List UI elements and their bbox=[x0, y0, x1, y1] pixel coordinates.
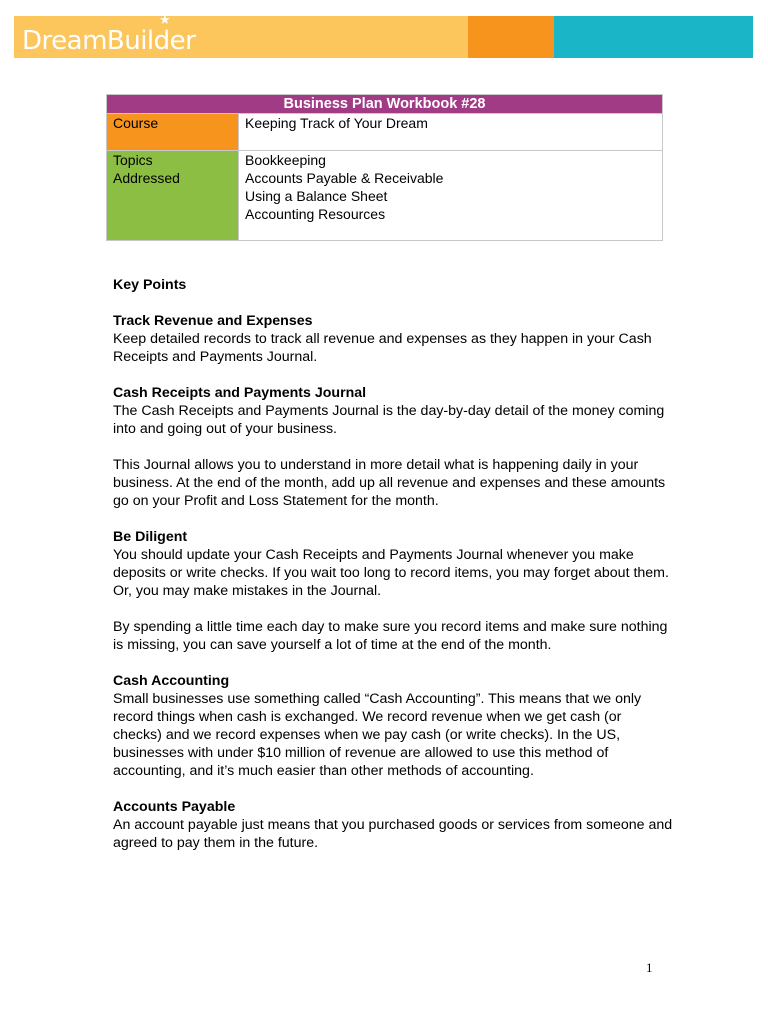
section-accounts-payable bbox=[113, 798, 673, 852]
topic-item: Bookkeeping bbox=[245, 152, 326, 168]
section-be-diligent bbox=[113, 528, 673, 654]
section-paragraph: An account payable just means that you purchased goods or services from someone and agreed to pay them in the future. bbox=[113, 817, 673, 851]
section-heading: Cash Accounting bbox=[113, 673, 230, 689]
topics-label-line: Addressed bbox=[113, 170, 180, 186]
star-icon: ★ bbox=[159, 13, 171, 28]
section-paragraph: You should update your Cash Receipts and Payments Journal whenever you make deposits or write checks. If you wait too long to record items, you may forget about them. Or, you may make mistakes in the Journal. bbox=[113, 547, 669, 599]
topic-item: Accounting Resources bbox=[245, 206, 386, 222]
section-heading: Cash Receipts and Payments Journal bbox=[113, 385, 367, 401]
section-paragraph: This Journal allows you to understand in more detail what is happening daily in your business. At the end of the month, add up all revenue and expenses and these amounts go on your Profit and Loss Statement for the month. bbox=[113, 457, 666, 509]
topic-item: Using a Balance Sheet bbox=[245, 188, 388, 204]
workbook-info-table bbox=[106, 94, 663, 241]
section-cash-accounting bbox=[113, 672, 673, 780]
page-number: 1 bbox=[646, 960, 653, 975]
section-paragraph: The Cash Receipts and Payments Journal is the day-by-day detail of the money coming into and going out of your business. bbox=[113, 403, 665, 437]
section-track-revenue bbox=[113, 312, 673, 366]
course-value: Keeping Track of Your Dream bbox=[239, 114, 663, 151]
banner-teal-segment bbox=[554, 16, 753, 58]
section-paragraph: By spending a little time each day to make sure you record items and make sure nothing is missing, you can save yourself a lot of time at the end of the month. bbox=[113, 619, 668, 653]
topic-item: Accounts Payable & Receivable bbox=[245, 170, 444, 186]
course-label: Course bbox=[107, 114, 239, 151]
section-cash-journal bbox=[113, 384, 673, 510]
section-heading: Accounts Payable bbox=[113, 799, 236, 815]
banner-yellow-segment bbox=[14, 13, 468, 58]
key-points-block bbox=[113, 276, 673, 294]
section-heading: Track Revenue and Expenses bbox=[113, 313, 313, 329]
banner-orange-segment bbox=[468, 16, 554, 58]
topics-label-line: Topics bbox=[113, 152, 153, 168]
logo-text: DreamBuilder bbox=[22, 26, 196, 56]
topics-list bbox=[239, 151, 663, 241]
header-banner bbox=[14, 13, 753, 58]
table-title: Business Plan Workbook #28 bbox=[107, 95, 663, 114]
dreambuilder-logo bbox=[22, 13, 196, 57]
topics-label bbox=[107, 151, 239, 241]
document-body bbox=[113, 276, 673, 870]
section-paragraph: Small businesses use something called “Cash Accounting”. This means that we only record things when cash is exchanged. We record revenue when we get cash (or checks) and we record expenses when we pay cash (or write checks). In the US, businesses with under $10 million of revenue are allowed to use this method of accounting, and it’s much easier than other methods of accounting. bbox=[113, 691, 642, 779]
section-paragraph: Keep detailed records to track all revenue and expenses as they happen in your Cash Receipts and Payments Journal. bbox=[113, 331, 652, 365]
key-points-heading: Key Points bbox=[113, 277, 187, 293]
section-heading: Be Diligent bbox=[113, 529, 188, 545]
